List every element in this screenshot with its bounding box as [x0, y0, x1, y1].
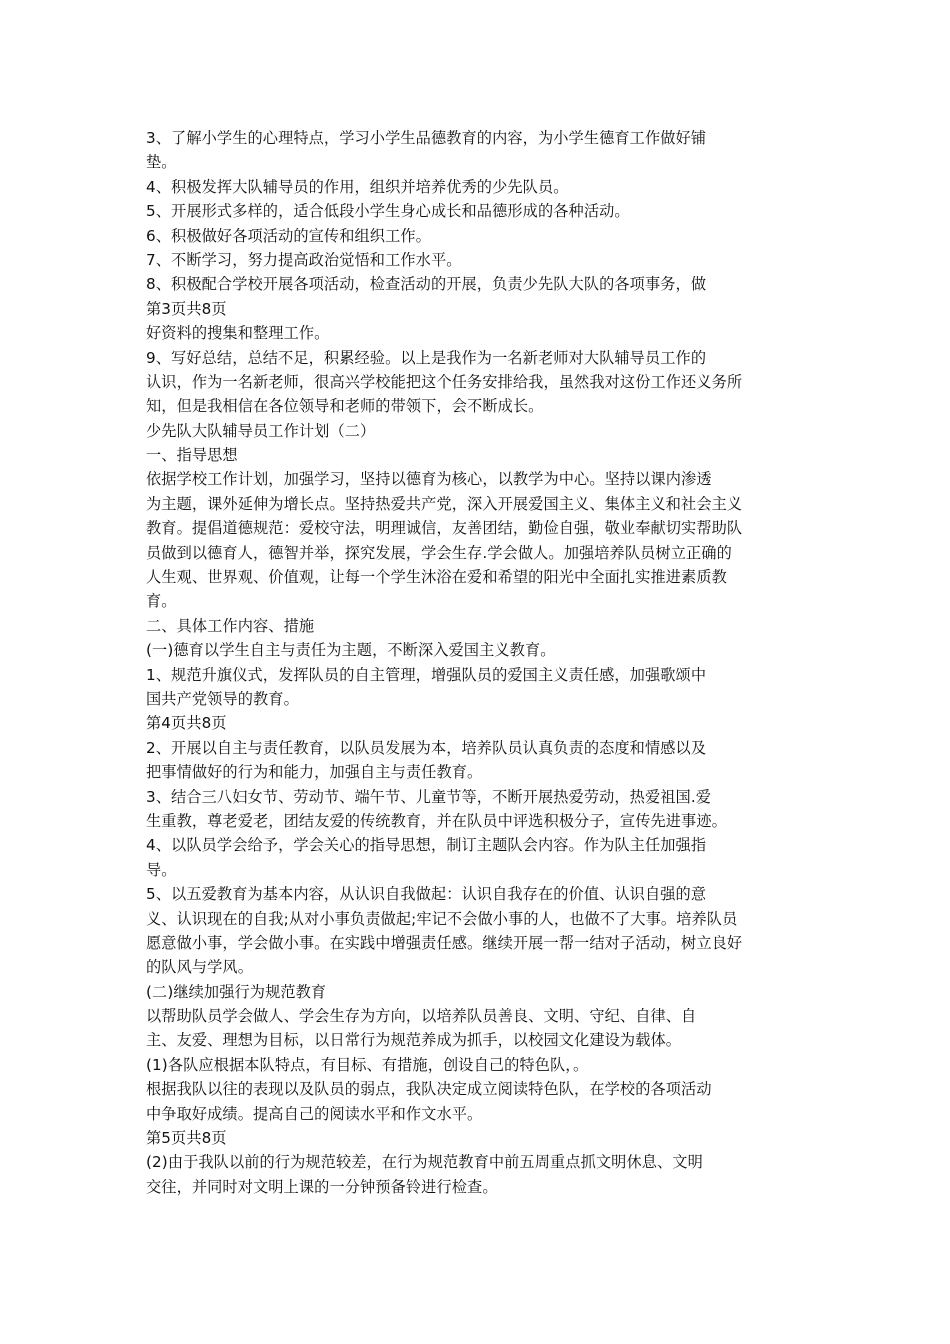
text-line: 8、积极配合学校开展各项活动，检查活动的开展，负责少先队大队的各项事务，做	[146, 275, 707, 294]
text-line: 导。	[146, 860, 177, 879]
text-line: 愿意做小事，学会做小事。在实践中增强责任感。继续开展一帮一结对子活动，树立良好	[146, 933, 743, 952]
text-line: 根据我队以往的表现以及队员的弱点，我队决定成立阅读特色队，在学校的各项活动	[146, 1080, 712, 1099]
text-line: 垫。	[146, 153, 177, 172]
text-line: 4、积极发挥大队辅导员的作用，组织并培养优秀的少先队员。	[146, 177, 569, 196]
text-line: 以帮助队员学会做人、学会生存为方向，以培养队员善良、文明、守纪、自律、自	[146, 1007, 697, 1026]
text-line: 2、开展以自主与责任教育，以队员发展为本，培养队员认真负责的态度和情感以及	[146, 738, 707, 757]
text-line: 认识，作为一名新老师，很高兴学校能把这个任务安排给我，虽然我对这份工作还义务所	[146, 372, 743, 391]
text-line: 国共产党领导的教育。	[146, 689, 299, 708]
text-line: 的队风与学风。	[146, 958, 254, 977]
text-line: 教育。提倡道德规范：爱校守法，明理诚信，友善团结，勤俭自强，敬业奉献切实帮助队	[146, 519, 743, 538]
text-line: 4、以队员学会给予，学会关心的指导思想，制订主题队会内容。作为队主任加强指	[146, 836, 707, 855]
text-line: 第4页共8页	[146, 714, 227, 733]
text-line: (1)各队应根据本队特点，有目标、有措施，创设自己的特色队，。	[146, 1055, 589, 1074]
text-line: 3、结合三八妇女节、劳动节、端午节、儿童节等，不断开展热爱劳动，热爱祖国.爱	[146, 787, 712, 806]
text-line: 9、写好总结，总结不足，积累经验。以上是我作为一名新老师对大队辅导员工作的	[146, 348, 707, 367]
text-line: 1、规范升旗仪式，发挥队员的自主管理，增强队员的爱国主义责任感，加强歌颂中	[146, 665, 707, 684]
document-body	[146, 126, 826, 1199]
text-line: 6、积极做好各项活动的宣传和组织工作。	[146, 226, 431, 245]
text-line: (一)德育以学生自主与责任为主题，不断深入爱国主义教育。	[146, 641, 556, 660]
text-line: 少先队大队辅导员工作计划（二）	[146, 421, 376, 440]
text-line: 育。	[146, 592, 177, 611]
text-line: 为主题，课外延伸为增长点。坚持热爱共产党，深入开展爱国主义、集体主义和社会主义	[146, 494, 743, 513]
text-line: 二、具体工作内容、措施	[146, 616, 315, 635]
text-line: 第5页共8页	[146, 1129, 227, 1148]
text-line: 知，但是我相信在各位领导和老师的带领下，会不断成长。	[146, 397, 544, 416]
text-line: 把事情做好的行为和能力，加强自主与责任教育。	[146, 763, 483, 782]
text-line: 人生观、世界观、价值观，让每一个学生沐浴在爱和希望的阳光中全面扎实推进素质教	[146, 568, 727, 587]
text-line: 3、了解小学生的心理特点，学习小学生品德教育的内容，为小学生德育工作做好铺	[146, 129, 707, 147]
text-line: 义、认识现在的自我;从对小事负责做起;牢记不会做小事的人，也做不了大事。培养队员	[146, 909, 738, 928]
text-line: 5、以五爱教育为基本内容，从认识自我做起：认识自我存在的价值、认识自强的意	[146, 885, 707, 904]
text-line: (二)继续加强行为规范教育	[146, 982, 327, 1001]
text-line: 生重教，尊老爱老，团结友爱的传统教育，并在队员中评选积极分子，宣传先进事迹。	[146, 811, 727, 830]
text-line: 中争取好成绩。提高自己的阅读水平和作文水平。	[146, 1104, 483, 1123]
text-line: 7、不断学习，努力提高政治觉悟和工作水平。	[146, 250, 462, 269]
text-line: 交往，并同时对文明上课的一分钟预备铃进行检查。	[146, 1177, 498, 1196]
text-line: (2)由于我队以前的行为规范较差，在行为规范教育中前五周重点抓文明休息、文明	[146, 1153, 703, 1172]
text-line: 员做到以德育人，德智并举，探究发展，学会生存.学会做人。加强培养队员树立正确的	[146, 543, 732, 562]
text-line: 好资料的搜集和整理工作。	[146, 324, 330, 343]
text-line: 第3页共8页	[146, 299, 227, 318]
text-line: 依据学校工作计划，加强学习，坚持以德育为核心，以教学为中心。坚持以课内渗透	[146, 470, 712, 489]
text-line: 主、友爱、理想为目标，以日常行为规范养成为抓手，以校园文化建设为载体。	[146, 1031, 682, 1050]
text-line: 5、开展形式多样的，适合低段小学生身心成长和品德形成的各种活动。	[146, 202, 630, 221]
text-line: 一、指导思想	[146, 446, 238, 465]
